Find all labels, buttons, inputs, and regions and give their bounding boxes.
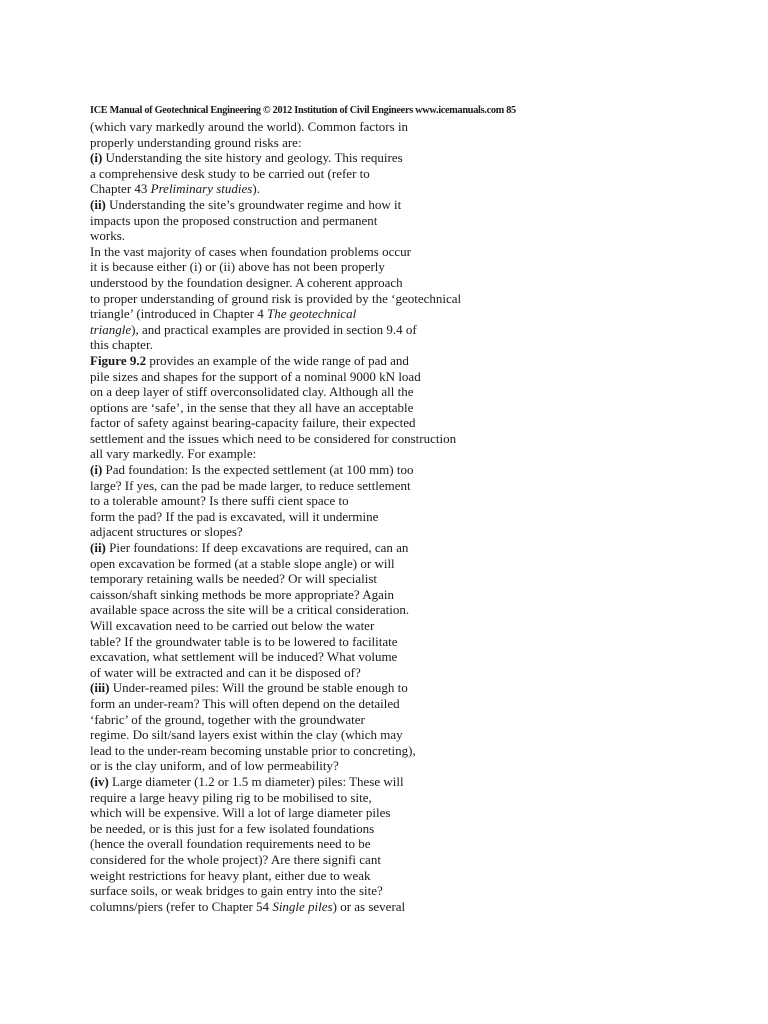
text-run: open excavation be formed (at a stable slope angle) or will [90,555,395,571]
text-run: pile sizes and shapes for the support of a nominal 9000 kN load [90,368,421,384]
body-text [90,119,730,914]
text-run: form an under-ream? This will often depend on the detailed [90,695,400,711]
text-run: ), and practical examples are provided in section 9.4 of [131,321,417,337]
text-line [90,197,730,213]
text-run: properly understanding ground risks are: [90,134,302,150]
text-line [90,431,730,447]
text-line [90,415,730,431]
text-line [90,291,730,307]
bold-run: (ii) [90,540,106,556]
text-run: to proper understanding of ground risk is provided by the ‘geotechnical [90,290,462,306]
text-line [90,369,730,385]
text-run: it is because either (i) or (ii) above has not been properly [90,259,385,275]
text-line [90,852,730,868]
text-line [90,649,730,665]
text-line [90,634,730,650]
text-run: this chapter. [90,337,153,353]
text-run: Understanding the site’s groundwater regime and how it [105,196,402,212]
text-run: a comprehensive desk study to be carried out (refer to [90,165,370,181]
italic-run: Preliminary studies [150,181,253,197]
bold-run: (i) [90,150,103,166]
text-run: Pad foundation: Is the expected settlement (at 100 mm) too [102,462,414,478]
text-line [90,805,730,821]
text-line [90,337,730,353]
text-line [90,758,730,774]
text-run: works. [90,228,126,244]
text-line [90,696,730,712]
text-run: adjacent structures or slopes? [90,524,243,540]
text-line [90,135,730,151]
text-line [90,322,730,338]
text-line [90,446,730,462]
text-run: Chapter 43 [90,181,151,197]
text-line [90,228,730,244]
italic-run: The geotechnical [267,306,357,322]
text-line [90,899,730,915]
text-run: large? If yes, can the pad be made larger, to reduce settlement [90,477,411,493]
text-run: caisson/shaft sinking methods be more appropriate? Again [90,586,394,602]
text-run: available space across the site will be a critical consideration. [90,602,410,618]
text-run: provides an example of the wide range of pad and [146,352,409,368]
running-header: ICE Manual of Geotechnical Engineering © 2012 Institution of Civil Engineers www.icemanuals.com 85 [90,104,516,116]
italic-run: Single piles [272,898,333,914]
bold-run: (i) [90,462,103,478]
italic-run: triangle [90,321,132,337]
text-line [90,166,730,182]
text-run: Large diameter (1.2 or 1.5 m diameter) piles: These will [108,773,404,789]
text-line [90,790,730,806]
text-run: settlement and the issues which need to be considered for construction [90,430,457,446]
text-run: on a deep layer of stiff overconsolidated clay. Although all the [90,384,414,400]
text-run: factor of safety against bearing-capacity failure, their expected [90,415,416,431]
text-line [90,774,730,790]
bold-run: Figure 9.2 [90,352,147,368]
text-run: impacts upon the proposed construction and permanent [90,212,378,228]
text-line [90,181,730,197]
text-run: table? If the groundwater table is to be lowered to facilitate [90,633,398,649]
text-line [90,259,730,275]
text-run: weight restrictions for heavy plant, either due to weak [90,867,371,883]
text-line [90,571,730,587]
text-line [90,883,730,899]
text-line [90,836,730,852]
text-line [90,275,730,291]
text-run: Will excavation need to be carried out below the water [90,618,375,633]
text-line [90,556,730,572]
text-run: In the vast majority of cases when foundation problems occur [90,243,411,259]
text-run: options are ‘safe’, in the sense that they all have an acceptable [90,399,414,415]
text-line [90,213,730,229]
text-run: form the pad? If the pad is excavated, will it undermine [90,508,379,524]
text-line [90,680,730,696]
text-run: columns/piers (refer to Chapter 54 [90,898,273,914]
text-line [90,540,730,556]
text-line [90,462,730,478]
text-line [90,478,730,494]
text-run: Pier foundations: If deep excavations are required, can an [105,540,409,556]
text-run: (hence the overall foundation requirements need to be [90,836,371,852]
text-run: surface soils, or weak bridges to gain entry into the site? [90,883,383,899]
text-run: considered for the whole project)? Are there signifi cant [90,851,381,867]
text-run: ) or as several [332,898,406,914]
text-line [90,821,730,837]
text-line [90,618,730,634]
text-line [90,743,730,759]
text-run: ). [252,181,260,197]
text-run: excavation, what settlement will be induced? What volume [90,649,398,665]
text-line [90,602,730,618]
text-run: require a large heavy piling rig to be mobilised to site, [90,789,372,805]
text-run: (which vary markedly around the world). Common factors in [90,119,409,134]
text-run: or is the clay uniform, and of low permeability? [90,758,339,774]
text-line [90,868,730,884]
text-run: temporary retaining walls be needed? Or will specialist [90,571,377,587]
text-line [90,119,730,135]
text-line [90,353,730,369]
text-run: all vary markedly. For example: [90,446,257,462]
text-run: Understanding the site history and geology. This requires [102,150,403,166]
text-line [90,384,730,400]
text-line [90,400,730,416]
text-run: be needed, or is this just for a few isolated foundations [90,820,375,836]
text-run: understood by the foundation designer. A coherent approach [90,274,403,290]
text-run: ‘fabric’ of the ground, together with the groundwater [90,711,365,727]
text-line [90,524,730,540]
text-line [90,587,730,603]
text-line [90,665,730,681]
text-line [90,150,730,166]
text-run: which will be expensive. Will a lot of large diameter piles [90,805,391,821]
bold-run: (iv) [90,773,109,789]
text-run: of water will be extracted and can it be disposed of? [90,664,361,680]
text-line [90,244,730,260]
text-run: Under-reamed piles: Will the ground be stable enough to [109,680,408,696]
bold-run: (iii) [90,680,110,696]
text-run: to a tolerable amount? Is there suffi cient space to [90,493,349,509]
text-line [90,306,730,322]
text-line [90,727,730,743]
text-run: triangle’ (introduced in Chapter 4 [90,306,268,322]
text-run: regime. Do silt/sand layers exist within the clay (which may [90,727,403,743]
text-run: lead to the under-ream becoming unstable prior to concreting), [90,742,416,758]
text-line [90,493,730,509]
text-line [90,509,730,525]
text-line [90,712,730,728]
bold-run: (ii) [90,196,106,212]
